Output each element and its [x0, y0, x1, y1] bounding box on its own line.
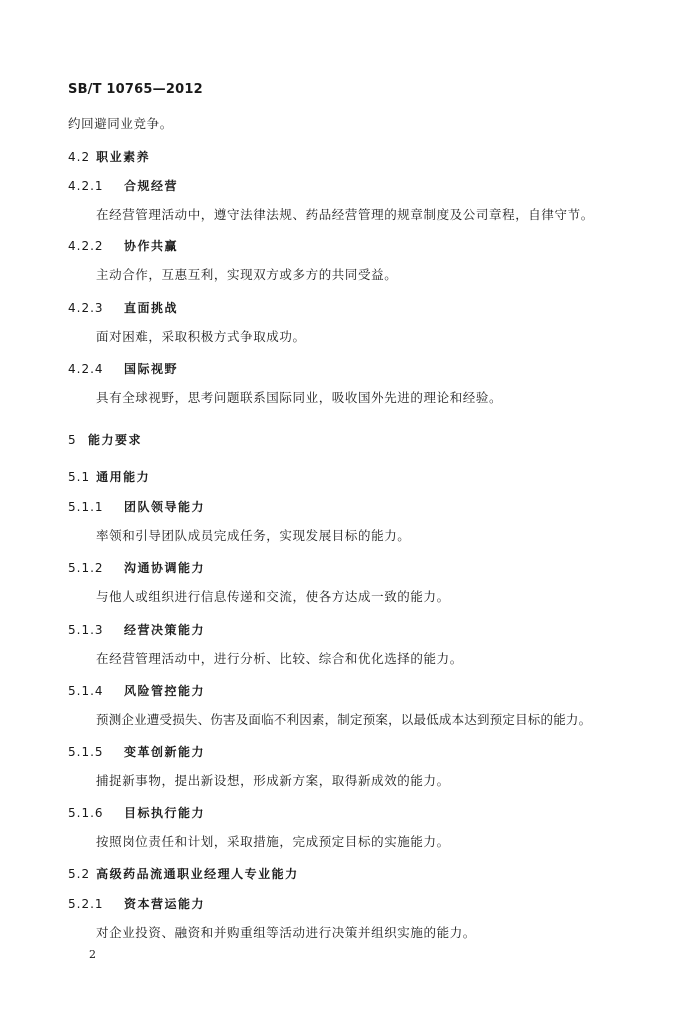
section-title: 沟通协调能力: [124, 561, 206, 575]
section-title: 协作共赢: [124, 239, 179, 253]
paragraph: 率领和引导团队成员完成任务，实现发展目标的能力。: [96, 528, 411, 543]
paragraph: 在经营管理活动中，遵守法律法规、药品经营管理的规章制度及公司章程，自律守节。: [96, 207, 594, 222]
paragraph: 预测企业遭受损失、伤害及面临不利因素，制定预案，以最低成本达到预定目标的能力。: [96, 712, 592, 727]
paragraph: 面对困难，采取积极方式争取成功。: [96, 329, 306, 344]
section-heading: [68, 363, 178, 375]
paragraph: 在经营管理活动中，进行分析、比较、综合和优化选择的能力。: [96, 651, 463, 666]
page-number: 2: [89, 948, 96, 961]
section-number: 4.2.2: [68, 239, 104, 253]
section-number: 5.1.1: [68, 500, 104, 514]
paragraph: 具有全球视野，思考问题联系国际同业，吸收国外先进的理论和经验。: [96, 390, 503, 405]
section-number: 4.2.3: [68, 301, 104, 315]
section-title: 国际视野: [124, 362, 179, 376]
section-number: 4.2.4: [68, 362, 104, 376]
section-title: 通用能力: [96, 470, 151, 484]
section-title: 能力要求: [88, 433, 143, 447]
section-number: 5.1.5: [68, 745, 104, 759]
section-title: 风险管控能力: [124, 684, 206, 698]
section-number: 4.2: [68, 150, 91, 164]
section-number: 5: [68, 433, 77, 447]
section-heading: [68, 807, 205, 819]
section-number: 5.1.3: [68, 623, 104, 637]
section-number: 5.1.2: [68, 561, 104, 575]
section-heading: [68, 240, 178, 252]
section-heading: [68, 302, 178, 314]
section-heading: [68, 562, 205, 574]
section-number: 4.2.1: [68, 179, 104, 193]
section-heading: [68, 501, 205, 513]
section-number: 5.2.1: [68, 897, 104, 911]
section-heading: [68, 746, 205, 758]
section-heading: [68, 434, 142, 446]
paragraph: 对企业投资、融资和并购重组等活动进行决策并组织实施的能力。: [96, 925, 476, 940]
standard-code: SB/T 10765—2012: [68, 82, 203, 97]
section-title: 变革创新能力: [124, 745, 206, 759]
section-number: 5.1.4: [68, 684, 104, 698]
paragraph: 主动合作，互惠互利，实现双方或多方的共同受益。: [96, 267, 398, 282]
section-heading: [68, 471, 150, 483]
section-heading: [68, 180, 178, 192]
section-title: 资本营运能力: [124, 897, 206, 911]
section-title: 直面挑战: [124, 301, 179, 315]
section-heading: [68, 151, 150, 163]
section-title: 经营决策能力: [124, 623, 206, 637]
paragraph: 按照岗位责任和计划，采取措施，完成预定目标的实施能力。: [96, 834, 450, 849]
section-title: 团队领导能力: [124, 500, 206, 514]
section-number: 5.1.6: [68, 806, 104, 820]
section-title: 高级药品流通职业经理人专业能力: [96, 867, 299, 881]
paragraph: 捕捉新事物，提出新设想，形成新方案，取得新成效的能力。: [96, 773, 450, 788]
section-heading: [68, 898, 205, 910]
section-number: 5.1: [68, 470, 91, 484]
section-heading: [68, 685, 205, 697]
section-title: 职业素养: [96, 150, 151, 164]
continued-paragraph: 约回避同业竞争。: [68, 116, 173, 131]
section-number: 5.2: [68, 867, 91, 881]
section-title: 目标执行能力: [124, 806, 206, 820]
section-title: 合规经营: [124, 179, 179, 193]
section-heading: [68, 624, 205, 636]
section-heading: [68, 868, 299, 880]
paragraph: 与他人或组织进行信息传递和交流，使各方达成一致的能力。: [96, 589, 450, 604]
